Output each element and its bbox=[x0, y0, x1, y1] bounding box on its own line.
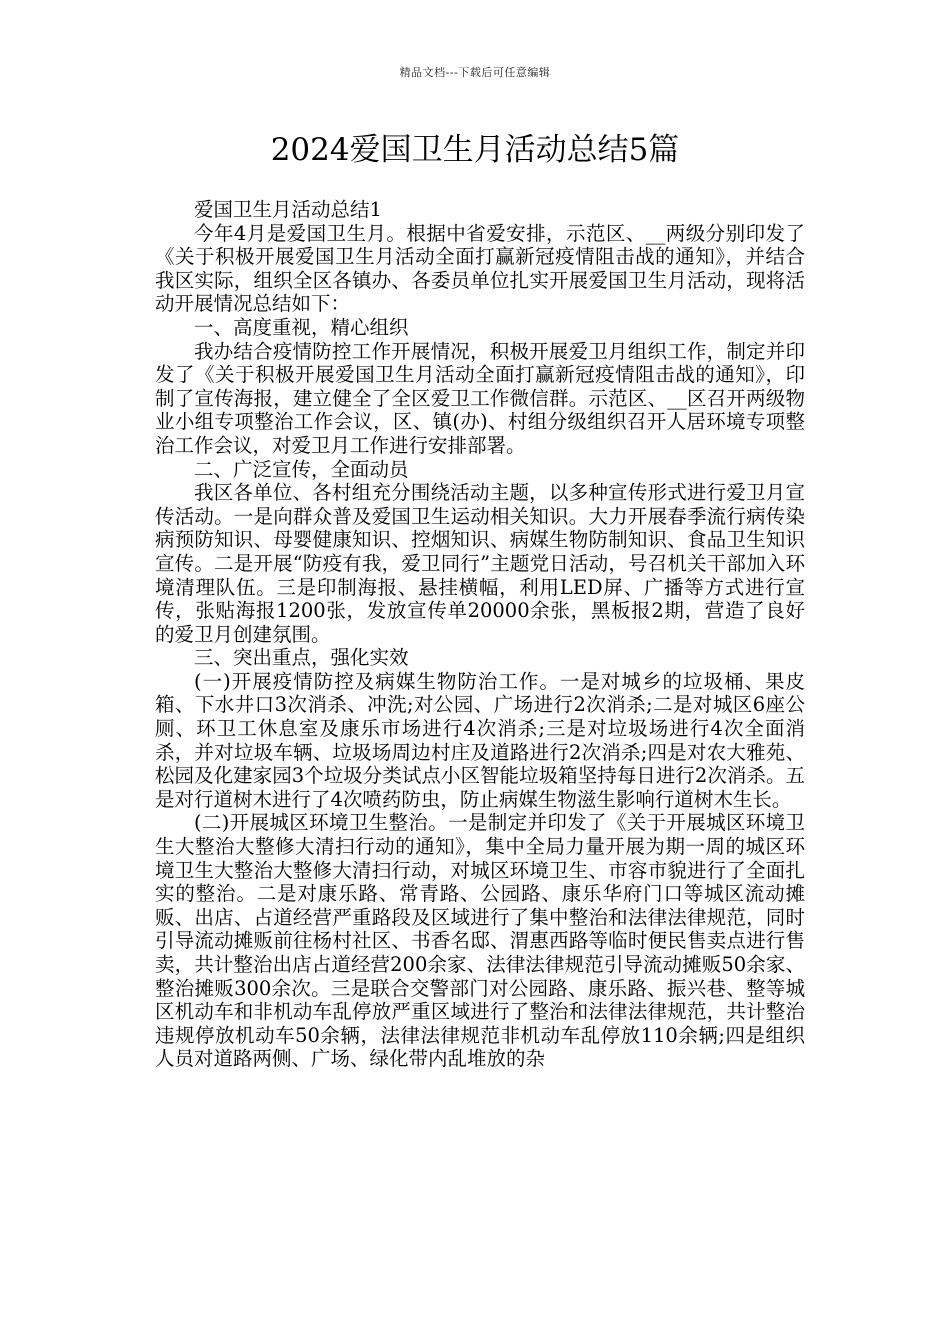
paragraph: 今年4月是爱国卫生月。根据中省爱安排，示范区、__两级分别印发了《关于积极开展爱国卫生月活动全面打赢新冠疫情阻击战的通知》，并结合我区实际，组织全区各镇办、各委员单位扎实开展爱国卫生月活动，现将活动开展情况总结如下： bbox=[155, 221, 805, 316]
section-heading: 三、突出重点，强化实效 bbox=[194, 646, 409, 670]
paragraph: (二)开展城区环境卫生整治。一是制定并印发了《关于开展城区环境卫生大整治大整修大清扫行动的通知》，集中全局力量开展为期一周的城区环境卫生大整治大整修大清扫行动，对城区环境卫生、市容市貌进行了全面扎实的整治。二是对康乐路、常青路、公园路、康乐华府门口等城区流动摊贩、出店、占道经营严重路段及区域进行了集中整治和法律法律规范，同时引导流动摊贩前往杨村社区、书香名邸、渭惠西路等临时便民售卖点进行售卖，共计整治出店占道经营200余家、法律法律规范引导流动摊贩50余家、整治摊贩300余次。三是联合交警部门对公园路、康乐路、振兴巷、整等城区机动车和非机动车乱停放严重区域进行了整治和法律法律规范，共计整治违规停放机动车50余辆，法律法律规范非机动车乱停放110余辆;四是组织人员对道路两侧、广场、绿化带内乱堆放的杂 bbox=[155, 811, 805, 1071]
paragraph: (一)开展疫情防控及病媒生物防治工作。一是对城乡的垃圾桶、果皮箱、下水井口3次消杀、冲洗;对公园、广场进行2次消杀;二是对城区6座公厕、环卫工休息室及康乐市场进行4次消杀;三是对垃圾场进行4次全面消杀，并对垃圾车辆、垃圾场周边村庄及道路进行2次消杀;四是对农大雅苑、松园及化建家园3个垃圾分类试点小区智能垃圾箱坚持每日进行2次消杀。五是对行道树木进行了4次喷药防虫，防止病媒生物滋生影响行道树木生长。 bbox=[155, 669, 805, 811]
section-heading: 爱国卫生月活动总结1 bbox=[194, 198, 382, 221]
document-title: 2024爱国卫生月活动总结5篇 bbox=[270, 132, 680, 168]
section-heading: 一、高度重视，精心组织 bbox=[194, 315, 409, 339]
section-heading: 二、广泛宣传，全面动员 bbox=[194, 457, 409, 481]
header-note: 精品文档---下载后可任意编辑 bbox=[399, 66, 551, 79]
paragraph: 我区各单位、各村组充分围绕活动主题，以多种宣传形式进行爱卫月宣传活动。一是向群众普及爱国卫生运动相关知识。大力开展春季流行病传染病预防知识、母婴健康知识、控烟知识、病媒生物防制知识、食品卫生知识宣传。二是开展“防疫有我，爱卫同行”主题党日活动，号召机关干部加入环境清理队伍。三是印制海报、悬挂横幅，利用LED屏、广播等方式进行宣传，张贴海报1200张，发放宣传单20000余张，黑板报2期，营造了良好的爱卫月创建氛围。 bbox=[155, 481, 805, 646]
paragraph: 我办结合疫情防控工作开展情况，积极开展爱卫月组织工作，制定并印发了《关于积极开展爱国卫生月活动全面打赢新冠疫情阻击战的通知》，印制了宣传海报，建立健全了全区爱卫工作微信群。示范区、__区召开两级物业小组专项整治工作会议，区、镇(办)、村组分级组织召开人居环境专项整治工作会议，对爱卫月工作进行安排部署。 bbox=[155, 339, 805, 457]
document-body bbox=[155, 198, 805, 1071]
